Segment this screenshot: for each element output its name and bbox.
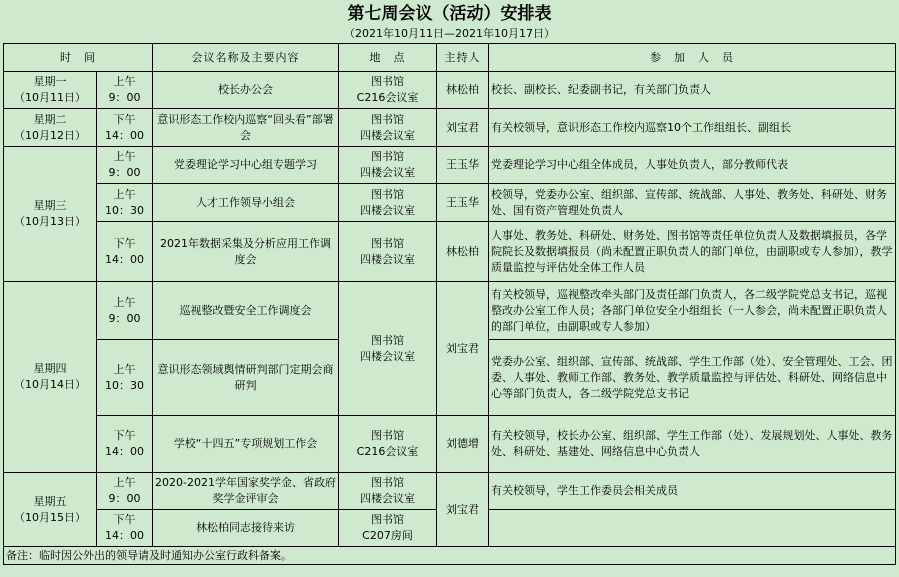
participants-cell: 党委理论学习中心组全体成员，人事处负责人，部分教师代表 [489,147,896,184]
time-value: 9：00 [108,166,141,179]
location-building: 图书馆 [371,513,404,526]
time-cell [97,282,153,340]
header-content: 会议名称及主要内容 [153,44,339,72]
content-cell: 巡视整改暨安全工作调度会 [153,282,339,340]
location-cell [339,184,437,222]
day-name: 星期五 [33,494,67,508]
location-room: C216会议室 [356,91,419,104]
time-cell [97,222,153,282]
content-cell: 意识形态工作校内巡察“回头看”部署会 [153,109,339,147]
header-host: 主持人 [437,44,489,72]
table-row [4,184,896,222]
time-value: 14：00 [105,128,144,142]
time-value: 10：30 [105,378,144,392]
content-cell: 2021年数据采集及分析应用工作调度会 [153,222,339,282]
location-cell [339,282,437,416]
time-value: 9：00 [108,91,141,104]
note-row [4,547,896,565]
day-cell [4,147,97,282]
time-period: 下午 [113,513,136,526]
content-cell: 校长办公会 [153,72,339,109]
day-date: （10月12日） [14,128,86,142]
time-cell [97,147,153,184]
participants-cell: 校长、副校长、纪委副书记，有关部门负责人 [489,72,896,109]
host-cell: 刘宝君 [437,109,489,147]
time-cell [97,340,153,416]
content-cell: 学校“十四五”专项规划工作会 [153,416,339,473]
time-cell [97,184,153,222]
time-cell [97,510,153,547]
table-row [4,109,896,147]
day-name: 星期三 [33,199,67,212]
time-value: 9：00 [108,492,141,505]
content-cell: 2020-2021学年国家奖学金、省政府奖学金评审会 [153,473,339,510]
location-building: 图书馆 [371,476,404,489]
time-period: 上午 [113,362,136,376]
time-cell [97,416,153,473]
location-room: 四楼会议室 [360,203,415,217]
day-date: （10月11日） [14,91,86,104]
location-room: 四楼会议室 [360,128,415,142]
time-period: 下午 [113,429,136,442]
day-date: （10月13日） [14,215,86,228]
host-cell: 王玉华 [437,147,489,184]
participants-cell [489,510,896,547]
location-building: 图书馆 [371,187,404,201]
location-building: 图书馆 [371,236,404,250]
day-cell [4,109,97,147]
table-row [4,222,896,282]
location-building: 图书馆 [371,150,404,163]
location-building: 图书馆 [371,112,404,126]
participants-cell: 有关校领导，巡视整改牵头部门及责任部门负责人，各二级学院党总支书记，巡视整改办公室工作人员；各部门单位安全小组组长（一人参会，尚未配置正职负责人的部门单位，由副职或专人参加） [489,282,896,340]
participants-cell: 有关校领导，学生工作委员会相关成员 [489,473,896,510]
location-cell [339,222,437,282]
table-row [4,473,896,510]
content-cell: 人才工作领导小组会 [153,184,339,222]
header-location: 地 点 [339,44,437,72]
host-cell: 王玉华 [437,184,489,222]
day-cell [4,282,97,473]
location-building: 图书馆 [371,75,404,88]
header-row [4,44,896,72]
location-cell [339,109,437,147]
day-date: （10月15日） [14,510,86,524]
participants-cell: 党委办公室、组织部、宣传部、统战部、学生工作部（处）、安全管理处、工会、团委、人事处、教师工作部、教务处、教学质量监控与评估处、科研处、网络信息中心等部门负责人，各二级学院党总支书记 [489,340,896,416]
time-value: 14：00 [105,529,144,542]
table-row [4,147,896,184]
day-cell [4,473,97,547]
date-range-subtitle: （2021年10月11日—2021年10月17日） [344,27,555,40]
time-period: 上午 [113,295,136,309]
location-room: C207房间 [362,529,413,542]
host-cell: 刘德增 [437,416,489,473]
time-value: 9：00 [108,311,141,325]
time-cell [97,109,153,147]
day-name: 星期二 [33,112,67,126]
location-room: 四楼会议室 [360,349,415,363]
day-name: 星期四 [33,362,67,375]
location-room: 四楼会议室 [360,492,415,505]
time-cell [97,473,153,510]
location-cell [339,72,437,109]
host-cell: 林松柏 [437,222,489,282]
location-cell [339,473,437,510]
participants-cell: 有关校领导，意识形态工作校内巡察10个工作组组长、副组长 [489,109,896,147]
table-row [4,72,896,109]
host-cell: 刘宝君 [437,282,489,416]
time-period: 上午 [113,187,136,201]
content-cell: 党委理论学习中心组专题学习 [153,147,339,184]
participants-cell: 人事处、教务处、科研处、财务处、图书馆等责任单位负责人及数据填报员，各学院院长及数据填报员（尚未配置正职负责人的部门单位，由副职或专人参加），教学质量监控与评估处全体工作人员 [489,222,896,282]
table-row [4,416,896,473]
content-cell: 意识形态领域舆情研判部门定期会商研判 [153,340,339,416]
header-time: 时 间 [4,44,153,72]
time-value: 14：00 [105,252,144,266]
participants-cell: 校领导，党委办公室、组织部、宣传部、统战部、人事处、教务处、科研处、财务处、国有资产管理处负责人 [489,184,896,222]
time-period: 下午 [113,236,136,250]
location-room: C216会议室 [356,445,419,458]
table-row [4,282,896,340]
time-period: 上午 [113,476,136,489]
schedule-table [3,43,896,565]
header-participants: 参 加 人 员 [489,44,896,72]
time-value: 14：00 [105,445,144,458]
note-cell: 备注：临时因公外出的领导请及时通知办公室行政科备案。 [4,547,896,565]
location-building: 图书馆 [371,333,404,347]
location-room: 四楼会议室 [360,166,415,179]
time-period: 上午 [113,75,136,88]
location-cell [339,510,437,547]
page-title: 第七周会议（活动）安排表 [347,4,552,24]
content-cell: 林松柏同志接待来访 [153,510,339,547]
time-cell [97,72,153,109]
day-name: 星期一 [33,75,67,88]
time-period: 上午 [113,150,136,163]
location-room: 四楼会议室 [360,252,415,266]
time-period: 下午 [113,112,136,126]
day-date: （10月14日） [14,378,86,391]
location-cell [339,147,437,184]
time-value: 10：30 [105,203,144,217]
location-building: 图书馆 [371,429,404,442]
day-cell [4,72,97,109]
location-cell [339,416,437,473]
participants-cell: 有关校领导，校长办公室、组织部、学生工作部（处）、发展规划处、人事处、教务处、科研处、基建处、网络信息中心负责人 [489,416,896,473]
host-cell: 刘宝君 [437,473,489,547]
host-cell: 林松柏 [437,72,489,109]
